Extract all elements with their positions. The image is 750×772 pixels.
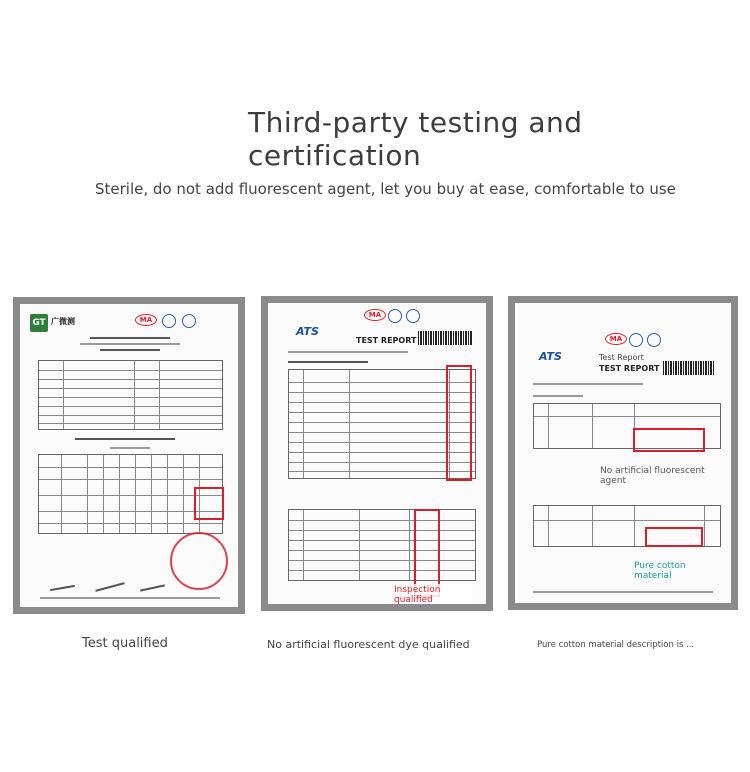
caption-fluorescent-dye: No artificial fluorescent dye qualified [267, 638, 470, 651]
ats-logo-icon: ATS [539, 350, 562, 363]
caption-test-qualified: Test qualified [82, 636, 168, 651]
gt-logo-icon: GT [30, 314, 48, 332]
certificate-paper [268, 303, 486, 604]
org-name: 广微测 [51, 317, 75, 326]
fluorescent-highlight-box [633, 428, 705, 452]
certificate-test-report[interactable] [13, 297, 245, 614]
ma-seal-icon: MA [605, 333, 627, 345]
certificate-cotton-material-report[interactable] [508, 296, 738, 610]
barcode-icon [418, 331, 473, 345]
result-highlight-box [446, 365, 472, 481]
cnas-seal-icon [182, 314, 196, 328]
report-heading: TEST REPORT [356, 336, 417, 345]
cotton-highlight-box [645, 527, 703, 547]
ilac-seal-icon [162, 314, 176, 328]
pure-cotton-material-label: Pure cotton material [634, 561, 686, 581]
ma-seal-icon: MA [364, 309, 386, 321]
no-fluorescent-agent-label: No artificial fluorescent agent [600, 466, 705, 486]
caption-cotton-material: Pure cotton material description is ... [537, 640, 695, 650]
page-title: Third-party testing and certification [248, 106, 583, 172]
doc-heading-line [90, 337, 170, 339]
page-subtitle: Sterile, do not add fluorescent agent, let you buy at ease, comfortable to use [95, 180, 676, 198]
report-heading-small: Test Report [599, 353, 644, 362]
inspection-qualified-label: Inspection qualified [392, 584, 472, 604]
cnas-seal-icon [406, 309, 420, 323]
certificate-fluorescent-dye-report[interactable] [261, 296, 493, 611]
sample-info-table [38, 360, 223, 430]
report-heading: TEST REPORT [599, 364, 660, 373]
test-items-table [288, 509, 476, 581]
ilac-seal-icon [388, 309, 402, 323]
certificate-paper [20, 304, 238, 607]
ilac-seal-icon [629, 333, 643, 347]
certificate-paper [515, 303, 731, 603]
barcode-icon [663, 361, 715, 375]
signature-mark [50, 585, 75, 591]
ma-seal-icon: MA [135, 314, 157, 326]
ats-logo-icon: ATS [296, 325, 319, 338]
cnas-seal-icon [647, 333, 661, 347]
official-red-stamp-icon [170, 532, 228, 590]
result-highlight-box [194, 487, 224, 520]
